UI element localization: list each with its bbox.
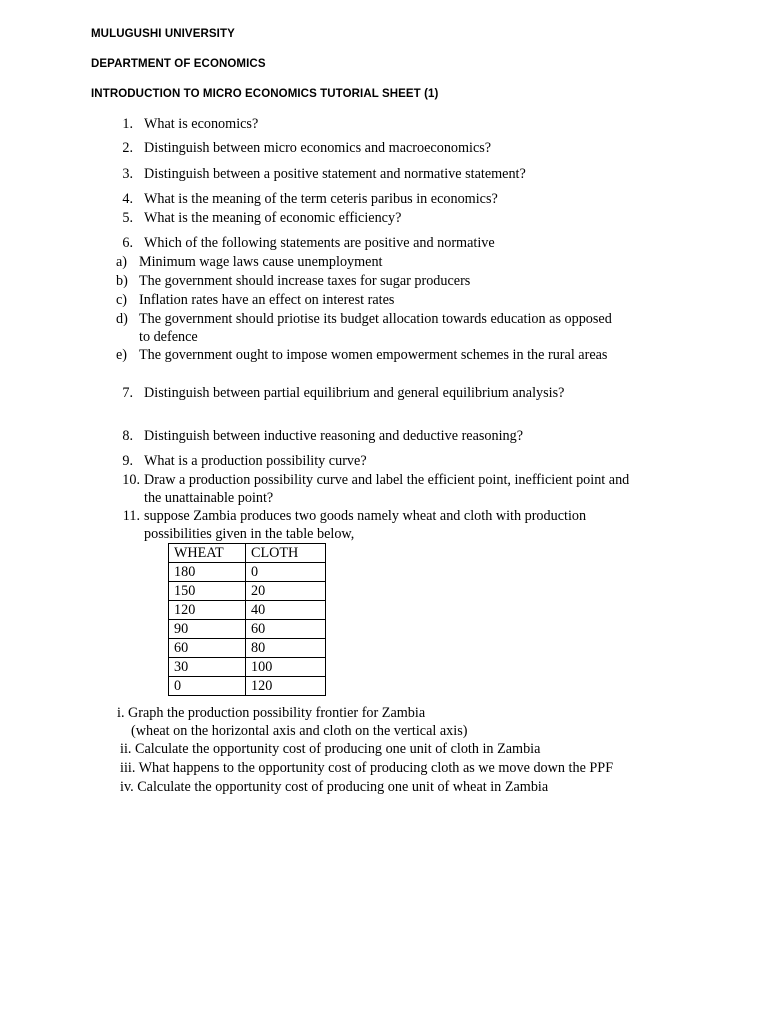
question-text: suppose Zambia produces two goods namely wheat and cloth with production bbox=[144, 508, 587, 524]
question-text: Distinguish between inductive reasoning and deductive reasoning? bbox=[144, 428, 524, 444]
question-number: 3. bbox=[122, 166, 133, 182]
sub-question-text: iv. Calculate the opportunity cost of producing one unit of wheat in Zambia bbox=[120, 779, 549, 795]
question-text: What is the meaning of the term ceteris paribus in economics? bbox=[144, 191, 498, 207]
cloth-cell: 60 bbox=[246, 620, 326, 639]
option-label: c) bbox=[116, 292, 128, 308]
option-text: The government should increase taxes for sugar producers bbox=[139, 273, 471, 289]
table-row bbox=[169, 677, 326, 696]
university-name: MULUGUSHI UNIVERSITY bbox=[91, 28, 235, 40]
option-label: b) bbox=[116, 273, 128, 289]
question-text: What is the meaning of economic efficiency? bbox=[144, 210, 402, 226]
table-row bbox=[169, 563, 326, 582]
question-number: 11. bbox=[122, 508, 140, 524]
cloth-cell: 20 bbox=[246, 582, 326, 601]
question-number: 7. bbox=[122, 385, 133, 401]
wheat-cell: 90 bbox=[169, 620, 246, 639]
question-number: 4. bbox=[122, 191, 133, 207]
cloth-cell: 40 bbox=[246, 601, 326, 620]
cloth-cell: 80 bbox=[246, 639, 326, 658]
wheat-cell: 180 bbox=[169, 563, 246, 582]
question-number: 5. bbox=[122, 210, 133, 226]
production-possibilities-table bbox=[168, 543, 326, 696]
column-header-wheat: WHEAT bbox=[169, 544, 246, 563]
option-text: The government should priotise its budget allocation towards education as opposed bbox=[139, 311, 612, 327]
question-text: Draw a production possibility curve and label the efficient point, inefficient point and bbox=[144, 472, 630, 488]
option-text-continued: to defence bbox=[139, 329, 198, 345]
question-text: Distinguish between micro economics and macroeconomics? bbox=[144, 140, 492, 156]
question-text-continued: possibilities given in the table below, bbox=[144, 526, 355, 542]
sub-question-note: (wheat on the horizontal axis and cloth on the vertical axis) bbox=[131, 723, 468, 739]
question-number: 8. bbox=[122, 428, 133, 444]
table-header-row bbox=[169, 544, 326, 563]
question-number: 9. bbox=[122, 453, 133, 469]
question-text: What is economics? bbox=[144, 116, 259, 132]
wheat-cell: 0 bbox=[169, 677, 246, 696]
question-text: Distinguish between a positive statement and normative statement? bbox=[144, 166, 526, 182]
table-row bbox=[169, 639, 326, 658]
question-number: 6. bbox=[122, 235, 133, 251]
option-label: e) bbox=[116, 347, 128, 363]
wheat-cell: 30 bbox=[169, 658, 246, 677]
cloth-cell: 0 bbox=[246, 563, 326, 582]
option-text: Minimum wage laws cause unemployment bbox=[139, 254, 383, 270]
question-text-continued: the unattainable point? bbox=[144, 490, 274, 506]
department-name: DEPARTMENT OF ECONOMICS bbox=[91, 58, 266, 70]
option-label: d) bbox=[116, 311, 128, 327]
table-row bbox=[169, 620, 326, 639]
wheat-cell: 120 bbox=[169, 601, 246, 620]
wheat-cell: 150 bbox=[169, 582, 246, 601]
question-number: 2. bbox=[122, 140, 133, 156]
sheet-title: INTRODUCTION TO MICRO ECONOMICS TUTORIAL SHEET (1) bbox=[91, 88, 439, 100]
question-text: Which of the following statements are positive and normative bbox=[144, 235, 495, 251]
sub-question-text: i. Graph the production possibility frontier for Zambia bbox=[117, 705, 426, 721]
table-row bbox=[169, 582, 326, 601]
cloth-cell: 100 bbox=[246, 658, 326, 677]
cloth-cell: 120 bbox=[246, 677, 326, 696]
question-number: 1. bbox=[122, 116, 133, 132]
option-text: The government ought to impose women empowerment schemes in the rural areas bbox=[139, 347, 608, 363]
question-text: What is a production possibility curve? bbox=[144, 453, 367, 469]
question-text: Distinguish between partial equilibrium and general equilibrium analysis? bbox=[144, 385, 565, 401]
option-label: a) bbox=[116, 254, 128, 270]
sub-question-text: ii. Calculate the opportunity cost of producing one unit of cloth in Zambia bbox=[120, 741, 541, 757]
table-row bbox=[169, 601, 326, 620]
table-row bbox=[169, 658, 326, 677]
sub-question-text: iii. What happens to the opportunity cost of producing cloth as we move down the PPF bbox=[120, 760, 614, 776]
question-number: 10. bbox=[122, 472, 140, 488]
column-header-cloth: CLOTH bbox=[246, 544, 326, 563]
option-text: Inflation rates have an effect on interest rates bbox=[139, 292, 395, 308]
wheat-cell: 60 bbox=[169, 639, 246, 658]
